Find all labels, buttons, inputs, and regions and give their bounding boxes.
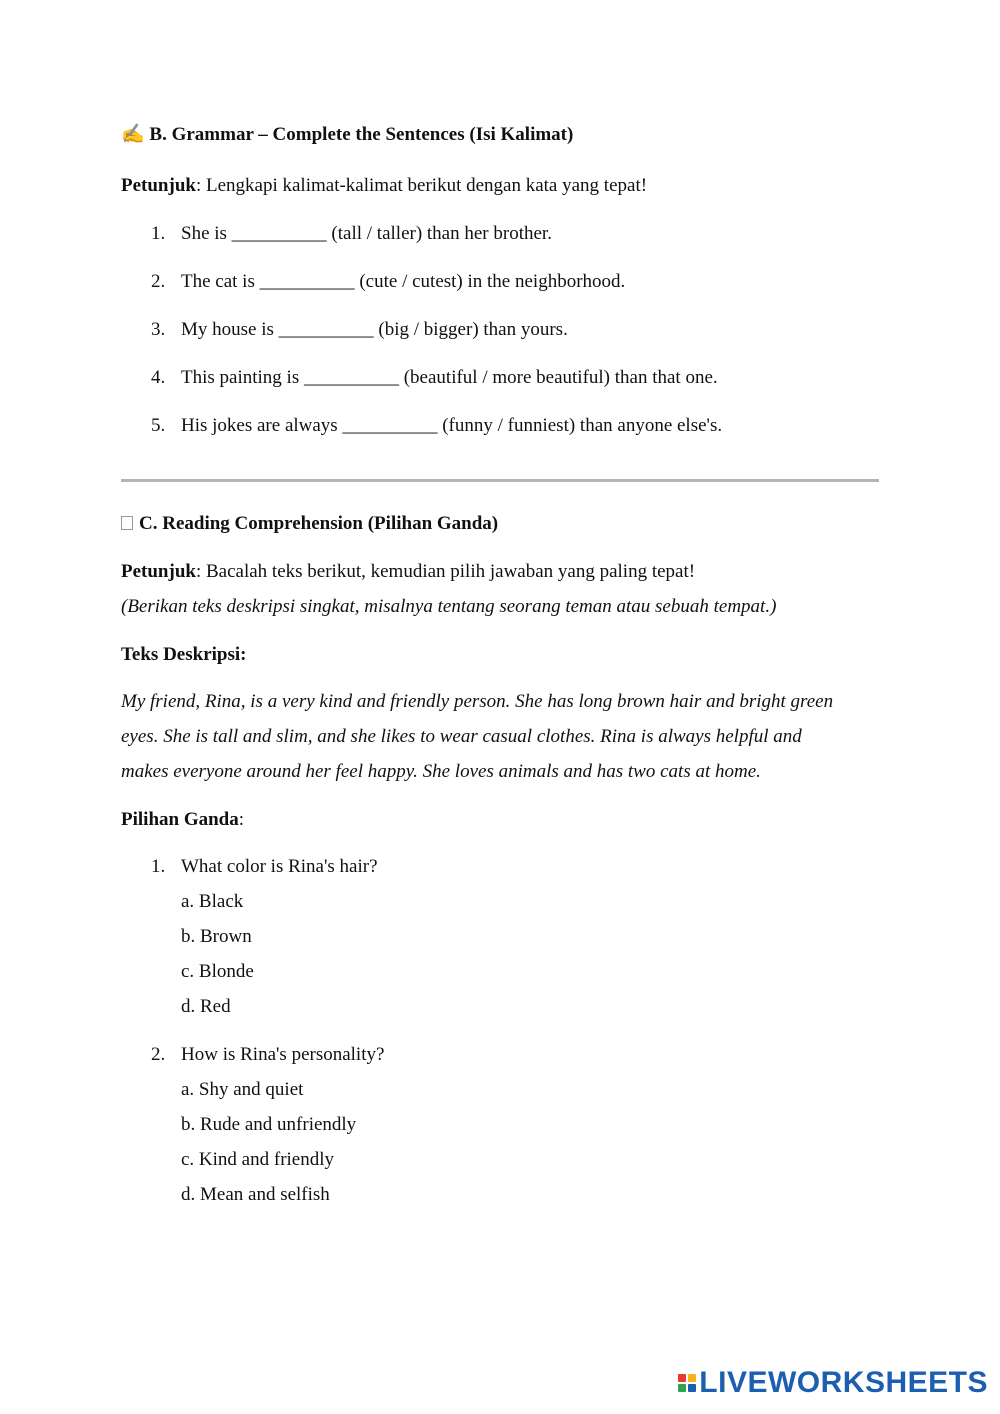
grammar-item-number: 4. (151, 367, 166, 388)
section-c-instruction (121, 560, 695, 584)
choices-heading (121, 808, 244, 832)
grammar-item-text: My house is __________ (big / bigger) than yours. (181, 319, 568, 340)
grammar-item-text: This painting is __________ (beautiful / more beautiful) than that one. (181, 367, 718, 388)
grammar-item-number: 5. (151, 415, 166, 436)
question-number: 2. (151, 1044, 166, 1065)
answer-option[interactable]: b. Brown (181, 926, 252, 947)
answer-option[interactable]: c. Kind and friendly (181, 1149, 335, 1170)
choices-label: Pilihan Ganda (121, 809, 239, 830)
instruction-note: (Berikan teks deskripsi singkat, misalnya tentang seorang teman atau sebuah tempat.) (121, 596, 777, 617)
logo-square-green (678, 1384, 686, 1392)
answer-option[interactable]: d. Mean and selfish (181, 1184, 330, 1205)
instruction-label: Petunjuk (121, 175, 196, 196)
passage-line: makes everyone around her feel happy. She loves animals and has two cats at home. (121, 761, 761, 782)
instruction-text: : Bacalah teks berikut, kemudian pilih jawaban yang paling tepat! (195, 561, 696, 582)
answer-option[interactable]: d. Red (181, 996, 231, 1017)
instruction-text: : Lengkapi kalimat-kalimat berikut dengan kata yang tepat! (195, 175, 648, 196)
section-b-heading (121, 123, 573, 147)
logo-square-yellow (688, 1374, 696, 1382)
answer-option[interactable]: b. Rude and unfriendly (181, 1114, 357, 1135)
section-b-instruction (121, 174, 647, 198)
missing-glyph-icon (121, 516, 133, 530)
logo-square-blue (688, 1384, 696, 1392)
logo-square-red (678, 1374, 686, 1382)
section-c-title: C. Reading Comprehension (Pilihan Ganda) (139, 513, 499, 534)
text-label: Teks Deskripsi: (121, 644, 247, 665)
liveworksheets-logo-icon (678, 1374, 696, 1392)
section-c-heading (121, 512, 498, 536)
grammar-item-text: His jokes are always __________ (funny / funniest) than anyone else's. (181, 415, 723, 436)
choices-colon: : (238, 809, 245, 830)
question-text: What color is Rina's hair? (181, 856, 378, 877)
instruction-label: Petunjuk (121, 561, 196, 582)
section-divider (121, 479, 879, 482)
liveworksheets-logo (678, 1366, 988, 1400)
liveworksheets-logo-text: LIVEWORKSHEETS (699, 1366, 988, 1399)
writing-hand-icon: ✍ (121, 124, 145, 145)
passage-line: My friend, Rina, is a very kind and friendly person. She has long brown hair and bright green (121, 691, 834, 712)
grammar-item-text: The cat is __________ (cute / cutest) in the neighborhood. (181, 271, 626, 292)
grammar-item-number: 2. (151, 271, 166, 292)
passage-line: eyes. She is tall and slim, and she likes to wear casual clothes. Rina is always helpful and (121, 726, 802, 747)
grammar-item-number: 3. (151, 319, 166, 340)
answer-option[interactable]: a. Black (181, 891, 244, 912)
question-text: How is Rina's personality? (181, 1044, 385, 1065)
answer-option[interactable]: a. Shy and quiet (181, 1079, 304, 1100)
grammar-item-text: She is __________ (tall / taller) than her brother. (181, 223, 552, 244)
section-b-title: B. Grammar – Complete the Sentences (Isi Kalimat) (149, 124, 574, 145)
question-number: 1. (151, 856, 166, 877)
grammar-item-number: 1. (151, 223, 166, 244)
answer-option[interactable]: c. Blonde (181, 961, 254, 982)
